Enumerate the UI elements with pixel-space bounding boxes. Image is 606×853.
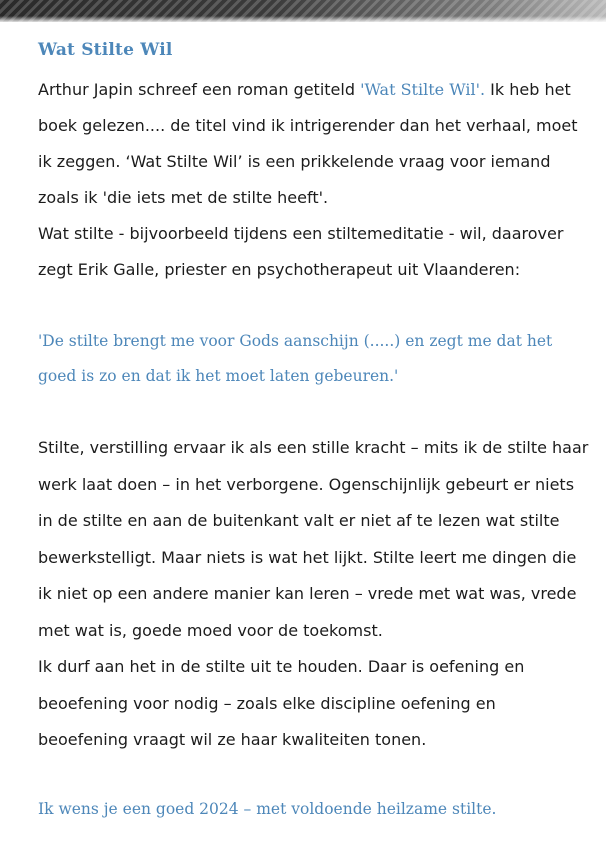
article-title: Wat Stilte Wil [38, 40, 173, 60]
body-paragraph-2: Ik durf aan het in de stilte uit te houden. Daar is oefening en beoefening voor nodig – zoals elke discipline oefening en beoefening vraagt wil ze haar kwaliteiten tonen. [38, 657, 525, 749]
spacer [38, 759, 590, 795]
spacer [38, 394, 590, 430]
intro-text-after: Ik heb het boek gelezen.... de titel vind ik intrigerender dan het verhaal, moet ik zeggen. ‘Wat Stilte Wil’ is een prikkelende vraag voor iemand zoals ik 'die iets met de stilte heeft'. [38, 80, 578, 207]
article [38, 36, 590, 823]
book-title: 'Wat Stilte Wil'. [360, 80, 486, 99]
intro-text-line2: Wat stilte - bijvoorbeeld tijdens een stiltemeditatie - wil, daarover zegt Erik Galle, priester en psychotherapeut uit Vlaanderen: [38, 224, 564, 279]
intro-paragraph [38, 72, 590, 288]
body-paragraph-1: Stilte, verstilling ervaar ik als een stille kracht – mits ik de stilte haar werk laat doen – in het verborgene. Ogenschijnlijk gebeurt er niets in de stilte en aan de buitenkant valt er niet af te lezen wat stilte bewerkstelligt. Maar niets is wat het lijkt. Stilte leert me dingen die ik niet op een andere manier kan leren – vrede met wat was, vrede met wat is, goede moed voor de toekomst. [38, 438, 589, 640]
body-paragraph [38, 430, 590, 759]
closing-wish: Ik wens je een goed 2024 – met voldoende heilzame stilte. [38, 799, 497, 818]
intro-text-before: Arthur Japin schreef een roman getiteld [38, 80, 361, 99]
header-decoration [0, 0, 606, 22]
quote: 'De stilte brengt me voor Gods aanschijn (.....) en zegt me dat het goed is zo en dat ik het moet laten gebeuren.' [38, 332, 553, 385]
spacer [38, 288, 590, 324]
